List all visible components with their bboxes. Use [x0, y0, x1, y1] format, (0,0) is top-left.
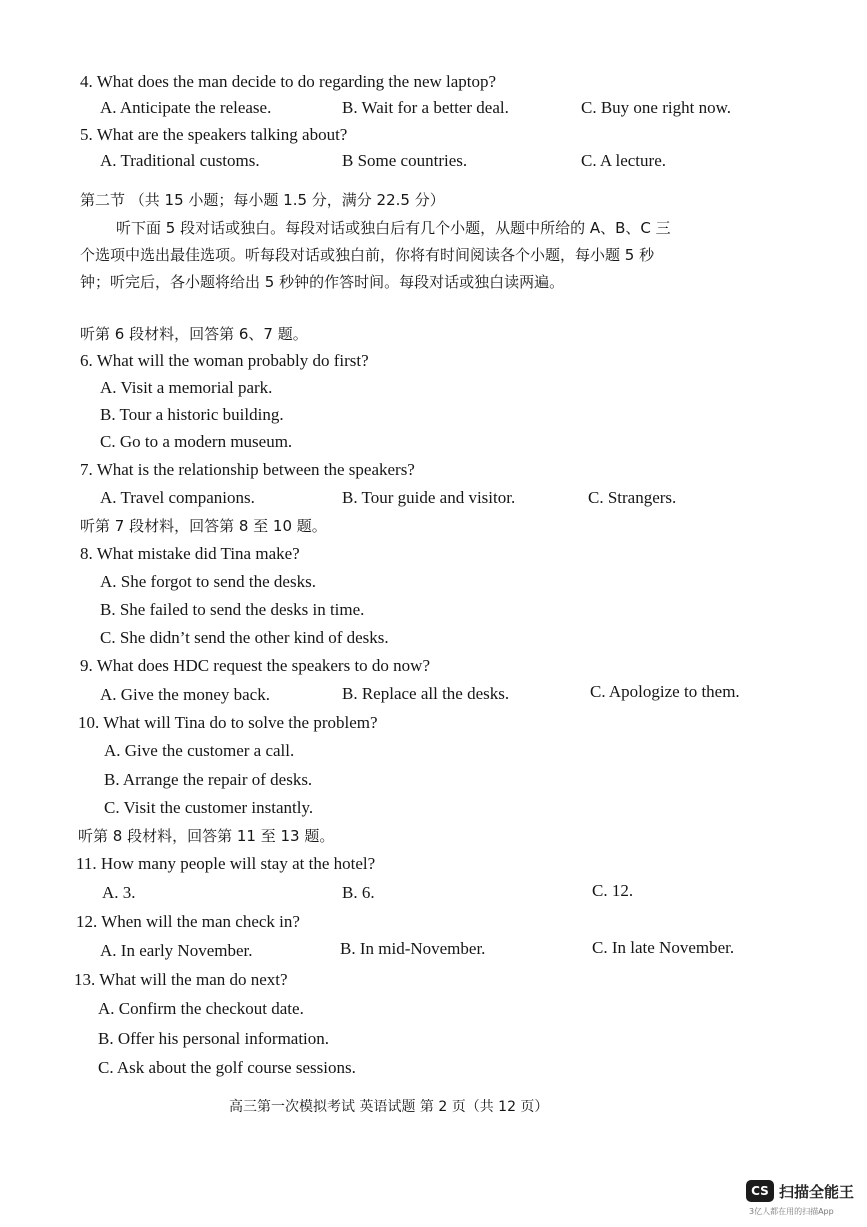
question-13-stem: 13. What will the man do next?	[74, 970, 288, 989]
question-11-option-c: C. 12.	[592, 881, 634, 900]
question-5-stem: 5. What are the speakers talking about?	[80, 125, 348, 144]
question-5-option-c: C. A lecture.	[581, 151, 666, 170]
question-4-option-c: C. Buy one right now.	[581, 98, 732, 117]
question-9-stem: 9. What does HDC request the speakers to do now?	[80, 656, 430, 675]
question-8-option-a: A. She forgot to send the desks.	[100, 572, 316, 591]
question-11-option-b: B. 6.	[342, 883, 375, 902]
part-6-intro: 听第 6 段材料，回答第 6、7 题。	[80, 325, 308, 343]
question-4-option-b: B. Wait for a better deal.	[342, 98, 509, 117]
question-8-stem: 8. What mistake did Tina make?	[80, 544, 300, 563]
question-7-option-b: B. Tour guide and visitor.	[342, 488, 516, 507]
question-5-option-a: A. Traditional customs.	[100, 151, 260, 170]
camscanner-logo-icon: CS	[746, 1180, 774, 1202]
question-6-option-b: B. Tour a historic building.	[100, 405, 284, 424]
question-8-option-b: B. She failed to send the desks in time.	[100, 600, 365, 619]
question-7-stem: 7. What is the relationship between the speakers?	[80, 460, 415, 479]
question-10-stem: 10. What will Tina do to solve the problem?	[78, 713, 378, 732]
watermark-app-name: 扫描全能王	[779, 1183, 855, 1201]
question-6-stem: 6. What will the woman probably do first?	[80, 351, 369, 370]
question-9-option-b: B. Replace all the desks.	[342, 684, 510, 703]
section-2-instructions-line-3: 钟；听完后，各小题将给出 5 秒钟的作答时间。每段对话或独白读两遍。	[80, 273, 565, 291]
section-2-instructions-line-1: 听下面 5 段对话或独白。每段对话或独白后有几个小题，从题中所给的 A、B、C 三	[116, 219, 671, 237]
question-5-option-b: B Some countries.	[342, 151, 468, 170]
question-13-option-b: B. Offer his personal information.	[98, 1029, 330, 1048]
question-9-option-a: A. Give the money back.	[100, 685, 270, 704]
question-6-option-a: A. Visit a memorial park.	[100, 378, 273, 397]
question-13-option-c: C. Ask about the golf course sessions.	[98, 1058, 356, 1077]
question-4-option-a: A. Anticipate the release.	[100, 98, 272, 117]
question-10-option-b: B. Arrange the repair of desks.	[104, 770, 313, 789]
question-12-stem: 12. When will the man check in?	[76, 912, 300, 931]
question-9-option-c: C. Apologize to them.	[590, 682, 740, 701]
question-12-option-b: B. In mid-November.	[340, 939, 486, 958]
question-8-option-c: C. She didn’t send the other kind of desks.	[100, 628, 389, 647]
section-2-instructions-line-2: 个选项中选出最佳选项。听每段对话或独白前，你将有时间阅读各个小题，每小题 5 秒	[80, 246, 655, 264]
question-4-stem: 4. What does the man decide to do regarding the new laptop?	[80, 72, 497, 91]
watermark-tagline: 3亿人都在用的扫描App	[749, 1207, 834, 1216]
question-10-option-a: A. Give the customer a call.	[104, 741, 295, 760]
page-footer: 高三第一次模拟考试 英语试题 第 2 页（共 12 页）	[229, 1099, 549, 1115]
question-11-option-a: A. 3.	[102, 883, 136, 902]
question-13-option-a: A. Confirm the checkout date.	[98, 999, 304, 1018]
part-8-intro: 听第 8 段材料，回答第 11 至 13 题。	[78, 827, 335, 845]
question-12-option-c: C. In late November.	[592, 938, 735, 957]
question-12-option-a: A. In early November.	[100, 941, 253, 960]
scanner-watermark	[746, 1178, 864, 1218]
part-7-intro: 听第 7 段材料，回答第 8 至 10 题。	[80, 517, 327, 535]
question-6-option-c: C. Go to a modern museum.	[100, 432, 293, 451]
section-2-heading: 第二节 （共 15 小题；每小题 1.5 分，满分 22.5 分）	[80, 191, 445, 209]
question-10-option-c: C. Visit the customer instantly.	[104, 798, 314, 817]
question-7-option-a: A. Travel companions.	[100, 488, 255, 507]
question-7-option-c: C. Strangers.	[588, 488, 677, 507]
question-11-stem: 11. How many people will stay at the hotel?	[76, 854, 376, 873]
